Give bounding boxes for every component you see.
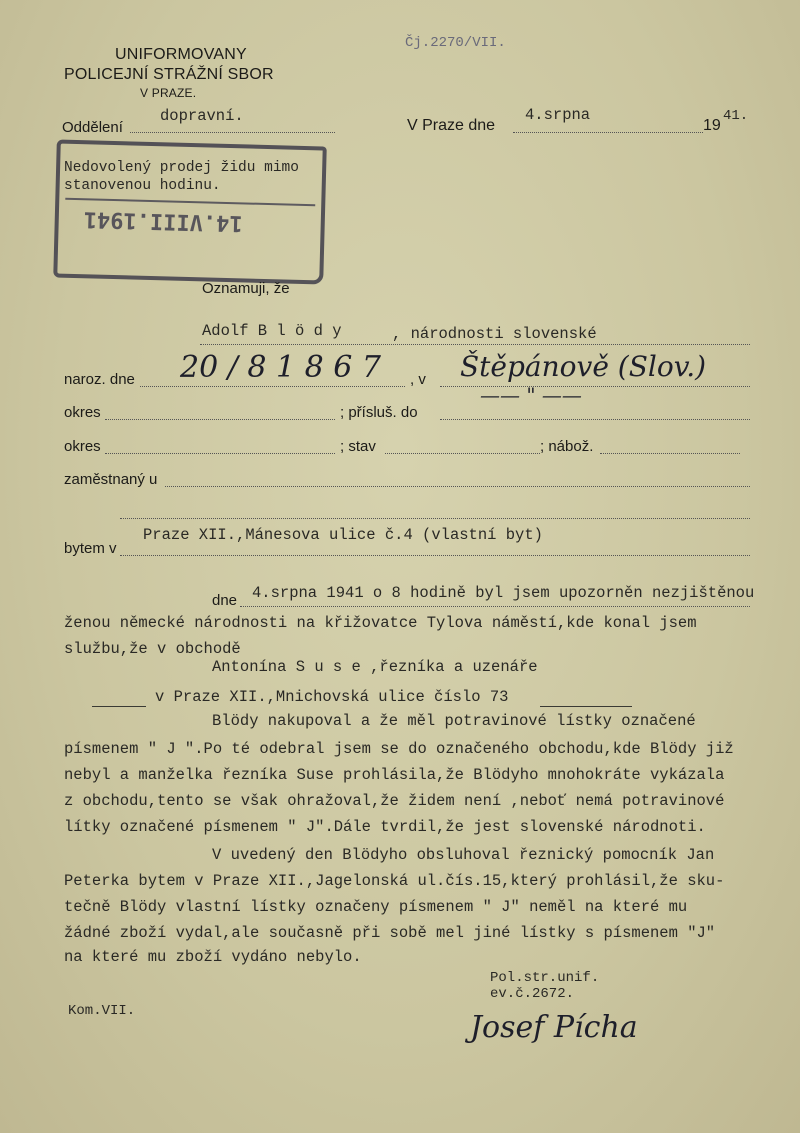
- status-label: ; stav: [340, 438, 376, 455]
- status-line: [385, 453, 540, 454]
- domicile-value: —— " ——: [480, 383, 582, 407]
- signature: Josef Pícha: [470, 1010, 638, 1045]
- birth-line: [140, 386, 405, 387]
- body-line-12: Peterka bytem v Praze XII.,Jagelonská ul.čís.15,který prohlásil,že sku-: [64, 872, 725, 890]
- office-code: Kom.VII.: [68, 1003, 136, 1019]
- department-value: dopravní.: [160, 107, 244, 125]
- name-line: [200, 344, 750, 345]
- date-value: 4.srpna: [525, 106, 591, 124]
- body-line-13: tečně Blödy vlastní lístky označeny písmenem " J" neměl na které mu: [64, 898, 688, 916]
- residence-label: bytem v: [64, 540, 117, 557]
- religion-line: [600, 453, 740, 454]
- body-line-2: ženou německé národnosti na křižovatce Tylova náměstí,kde konal jsem: [64, 614, 697, 632]
- body-line-1: 4.srpna 1941 o 8 hodině byl jsem upozorněn nezjištěnou: [252, 584, 755, 602]
- employed-line: [165, 486, 750, 487]
- subject-line1: Nedovolený prodej židu mimo: [64, 160, 299, 176]
- org-name-line2: POLICEJNÍ STRÁŽNÍ SBOR: [64, 66, 274, 83]
- residence-value: Praze XII.,Mánesova ulice č.4 (vlastní byt): [143, 526, 543, 544]
- district-label: okres: [64, 404, 101, 421]
- nationality: , národnosti slovenské: [392, 325, 597, 343]
- body-line-3: službu,že v obchodě: [64, 640, 241, 658]
- year-prefix: 19: [703, 117, 721, 134]
- rank-line1: Pol.str.unif.: [490, 970, 600, 986]
- birth-value: 20 / 8 1 8 6 7: [180, 350, 381, 385]
- district2-line: [105, 453, 335, 454]
- org-name-line3: V PRAZE.: [140, 86, 197, 100]
- body-line-14: žádné zboží vydal,ale současně při sobě mel jiné lístky s písmenem "J": [64, 924, 716, 942]
- body-line-7: písmenem " J ".Po té odebral jsem se do označeného obchodu,kde Blödy již: [64, 740, 734, 758]
- residence-line: [120, 555, 750, 556]
- body-line-8: nebyl a manželka řezníka Suse prohlásila,že Blödyho mnohokráte vykázala: [64, 766, 725, 784]
- religion-label: ; nábož.: [540, 438, 594, 455]
- domicile-line: [440, 419, 750, 420]
- body-line-6: Blödy nakupoval a že měl potravinové lístky označené: [212, 712, 696, 730]
- body-line-4: Antonína S u s e ,řezníka a uzenáře: [212, 658, 538, 676]
- body-line-5: v Praze XII.,Mnichovská ulice číslo 73: [155, 688, 509, 706]
- body-line-10: lítky označené písmenem " J".Dále tvrdil,že jest slovenské národnoti.: [64, 818, 706, 836]
- subject-line2: stanovenou hodinu.: [64, 178, 221, 194]
- employed-line2: [120, 518, 750, 519]
- body-line-9: z obchodu,tento se však ohražoval,že židem není ,neboť nemá potravinové: [64, 792, 725, 810]
- date-label: dne: [212, 592, 238, 609]
- body-line-5-dash-right: [540, 706, 632, 707]
- body-line-15: na které mu zboží vydáno nebylo.: [64, 948, 362, 966]
- birthplace-label: , v: [410, 371, 426, 388]
- reference-number: Čj.2270/VII.: [405, 35, 506, 51]
- department-line: [130, 132, 335, 133]
- body-line-5-dash-left: [92, 706, 146, 707]
- employed-label: zaměstnaný u: [64, 471, 158, 488]
- department-label: Oddělení: [62, 119, 123, 136]
- person-name: Adolf B l ö d y: [202, 322, 342, 340]
- org-name-line1: UNIFORMOVANY: [115, 46, 247, 63]
- birthplace-value: Štěpánově (Slov.): [460, 350, 707, 383]
- body-date-line: [240, 606, 750, 607]
- place-date-label: V Praze dne: [407, 117, 496, 134]
- stamp-date: 14.VIII.1941: [83, 206, 244, 236]
- birth-label: naroz. dne: [64, 371, 135, 388]
- rank-line2: ev.č.2672.: [490, 986, 575, 1002]
- domicile-label: ; přísluš. do: [340, 404, 418, 421]
- district-line: [105, 419, 335, 420]
- body-line-11: V uvedený den Blödyho obsluhoval řeznický pomocník Jan: [212, 846, 715, 864]
- date-line: [513, 132, 703, 133]
- district2-label: okres: [64, 438, 101, 455]
- intro-label: Oznamuji, že: [202, 280, 290, 297]
- year-suffix: 41.: [723, 108, 749, 124]
